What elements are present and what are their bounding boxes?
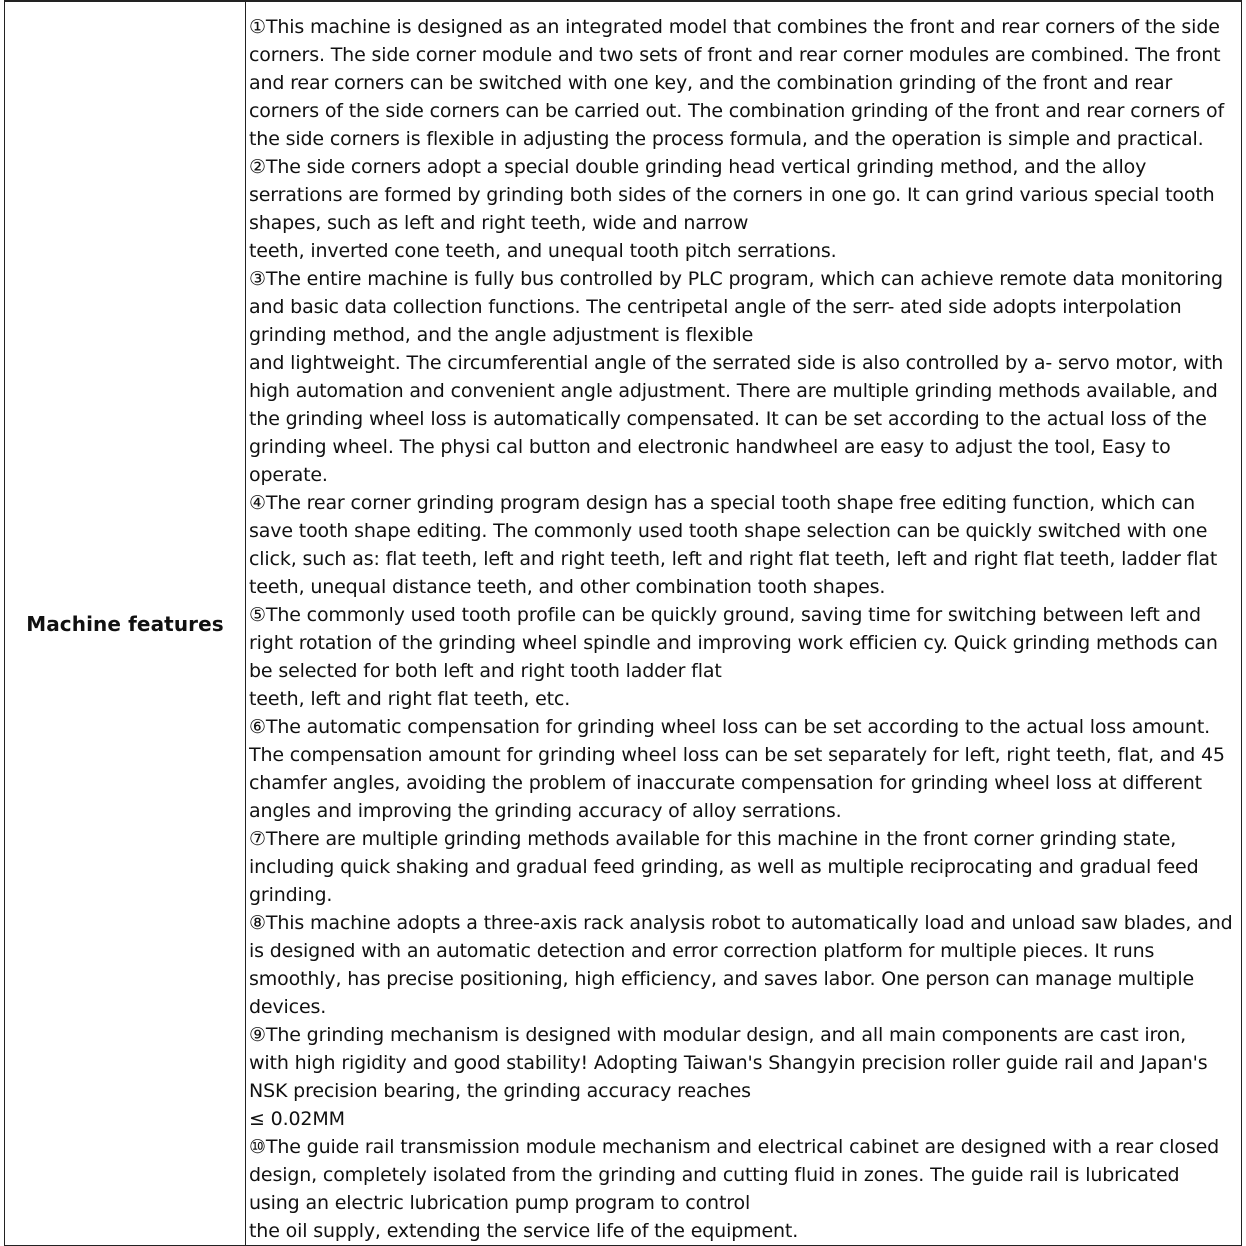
feature-text-line: right rotation of the grinding wheel spindle and improving work efficien cy. Quick grinding methods can [249,632,1218,654]
feature-text-line: ⑧This machine adopts a three-axis rack analysis robot to automatically load and unload saw blades, and [249,912,1233,934]
feature-text-line: high automation and convenient angle adjustment. There are multiple grinding methods available, and [249,380,1218,402]
feature-text-line: design, completely isolated from the grinding and cutting fluid in zones. The guide rail is lubricated [249,1164,1180,1186]
feature-text-line: with high rigidity and good stability! Adopting Taiwan's Shangyin precision roller guide rail and Japan's [249,1052,1208,1074]
row-label: Machine features [26,611,224,636]
feature-text-line: teeth, inverted cone teeth, and unequal tooth pitch serrations. [249,240,837,262]
feature-text-line: ⑥The automatic compensation for grinding wheel loss can be set according to the actual loss amount. [249,716,1211,738]
feature-text-line: be selected for both left and right tooth ladder flat [249,660,722,682]
feature-text-line: save tooth shape editing. The commonly used tooth shape selection can be quickly switched with one [249,520,1208,542]
row-label-cell [5,2,246,1246]
feature-text-line: and lightweight. The circumferential angle of the serrated side is also controlled by a- servo motor, with [249,352,1224,374]
feature-text-line: the grinding wheel loss is automatically compensated. It can be set according to the actual loss of the [249,408,1207,430]
feature-text-line: NSK precision bearing, the grinding accuracy reaches [249,1080,751,1102]
feature-text-line: serrations are formed by grinding both sides of the corners in one go. It can grind various special tooth [249,184,1215,206]
feature-text-line: shapes, such as left and right teeth, wide and narrow [249,212,749,234]
feature-text-line: ⑩The guide rail transmission module mechanism and electrical cabinet are designed with a rear closed [249,1136,1220,1158]
feature-text-line: the side corners is flexible in adjusting the process formula, and the operation is simple and practical. [249,128,1204,150]
feature-text-line: smoothly, has precise positioning, high efficiency, and saves labor. One person can manage multiple [249,968,1195,990]
spec-table [4,0,1242,1246]
feature-text-line: click, such as: flat teeth, left and right teeth, left and right flat teeth, left and right flat teeth, ladder flat [249,548,1218,570]
feature-text-line: ⑦There are multiple grinding methods available for this machine in the front corner grinding state, [249,828,1177,850]
feature-text-line: corners. The side corner module and two sets of front and rear corner modules are combined. The front [249,44,1221,66]
feature-text-line: angles and improving the grinding accuracy of alloy serrations. [249,800,842,822]
feature-text-line: corners of the side corners can be carried out. The combination grinding of the front and rear corners of [249,100,1225,122]
feature-text-line: grinding method, and the angle adjustment is flexible [249,324,754,346]
feature-text-line: ②The side corners adopt a special double grinding head vertical grinding method, and the alloy [249,156,1147,178]
row-content-cell [246,2,1242,1246]
feature-text-line: operate. [249,464,328,486]
feature-text-line: The compensation amount for grinding wheel loss can be set separately for left, right teeth, flat, and 45 [249,744,1225,766]
table-row [5,2,1242,1246]
feature-text-line: and rear corners can be switched with one key, and the combination grinding of the front and rear [249,72,1173,94]
feature-text-line: ③The entire machine is fully bus controlled by PLC program, which can achieve remote data monitoring [249,268,1223,290]
feature-text-line: devices. [249,996,327,1018]
feature-text-line: is designed with an automatic detection and error correction platform for multiple pieces. It runs [249,940,1155,962]
feature-text-line: ④The rear corner grinding program design has a special tooth shape free editing function, which can [249,492,1196,514]
feature-text-line: and basic data collection functions. The centripetal angle of the serr- ated side adopts interpolation [249,296,1182,318]
feature-text-line: teeth, left and right flat teeth, etc. [249,688,571,710]
feature-text-line: ⑤The commonly used tooth profile can be quickly ground, saving time for switching between left and [249,604,1201,626]
feature-text-line: grinding wheel. The physi cal button and electronic handwheel are easy to adjust the tool, Easy to [249,436,1171,458]
feature-text-block [249,13,1241,1245]
feature-text-line: including quick shaking and gradual feed grinding, as well as multiple reciprocating and gradual feed [249,856,1199,878]
feature-text-line: ⑨The grinding mechanism is designed with modular design, and all main components are cast iron, [249,1024,1187,1046]
feature-text-line: teeth, unequal distance teeth, and other combination tooth shapes. [249,576,886,598]
feature-text-line: grinding. [249,884,333,906]
feature-text-line: using an electric lubrication pump program to control [249,1192,751,1214]
feature-text-line: the oil supply, extending the service life of the equipment. [249,1220,799,1242]
feature-text-line: ①This machine is designed as an integrated model that combines the front and rear corners of the side [249,16,1220,38]
feature-text-line: chamfer angles, avoiding the problem of inaccurate compensation for grinding wheel loss at different [249,772,1202,794]
feature-text-line: ≤ 0.02MM [249,1108,345,1130]
